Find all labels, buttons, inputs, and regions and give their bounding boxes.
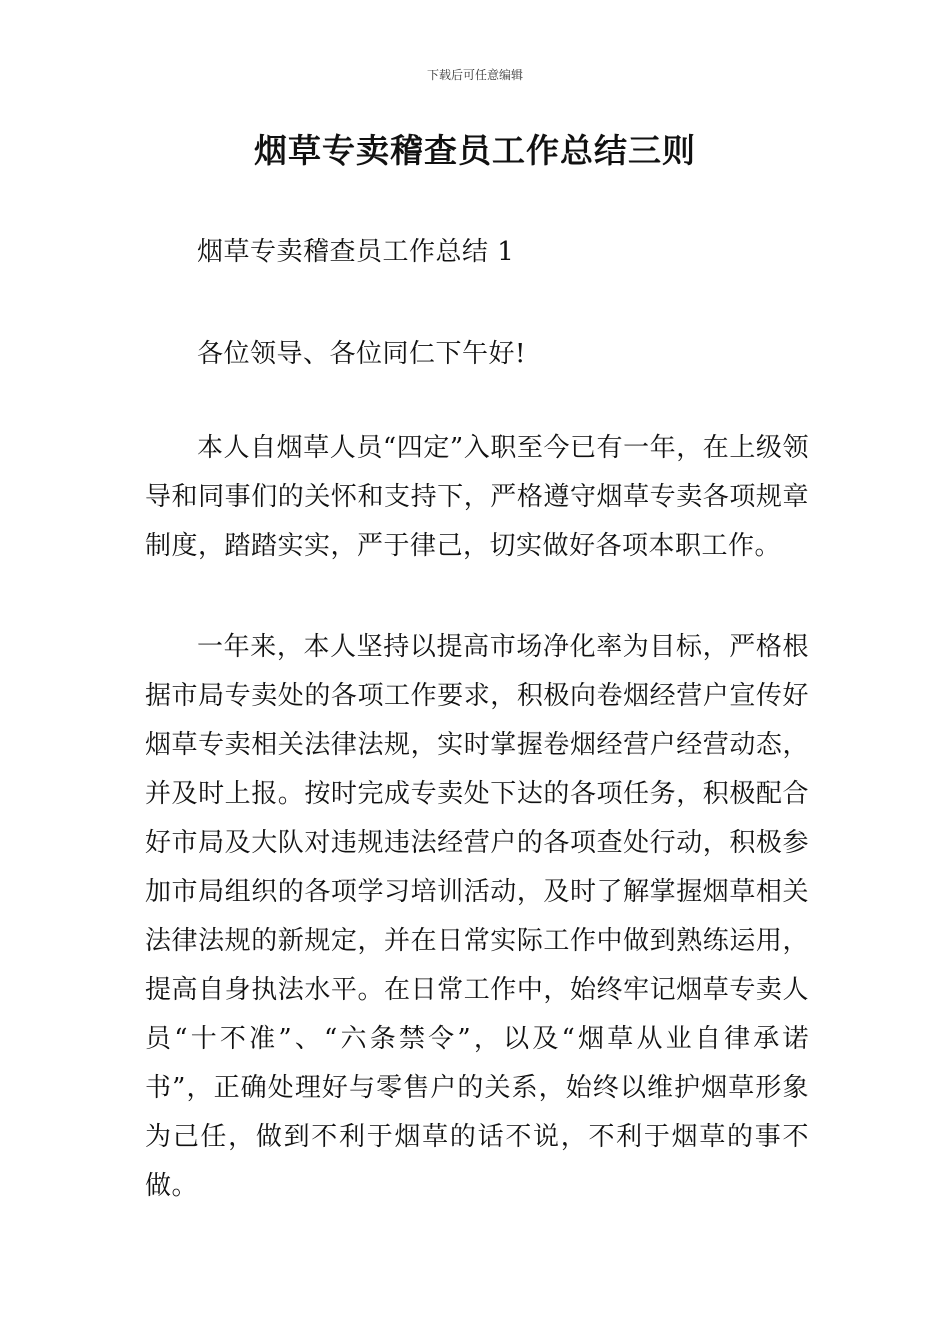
section-subheading: 烟草专卖稽查员工作总结 1 [197, 237, 515, 267]
header-note: 下载后可任意编辑 [426, 68, 523, 82]
greeting-line: 各位领导、各位同仁下午好! [197, 339, 526, 369]
body-paragraph-1: 本人自烟草人员“四定”入职至今已有一年，在上级领导和同事们的关怀和支持下，严格遵守烟草专卖各项规章制度，踏踏实实，严于律己，切实做好各项本职工作。 [145, 433, 809, 561]
body-paragraph-2: 一年来，本人坚持以提高市场净化率为目标，严格根据市局专卖处的各项工作要求，积极向卷烟经营户宣传好烟草专卖相关法律法规，实时掌握卷烟经营户经营动态，并及时上报。按时完成专卖处下达的各项任务，积极配合好市局及大队对违规违法经营户的各项查处行动，积极参加市局组织的各项学习培训活动，及时了解掌握烟草相关法律法规的新规定，并在日常实际工作中做到熟练运用，提高自身执法水平。在日常工作中，始终牢记烟草专卖人员“十不准”、“六条禁令”，以及“烟草从业自律承诺书”，正确处理好与零售户的关系，始终以维护烟草形象为己任，做到不利于烟草的话不说，不利于烟草的事不做。 [145, 632, 809, 1201]
document-title: 烟草专卖稽查员工作总结三则 [254, 131, 696, 170]
